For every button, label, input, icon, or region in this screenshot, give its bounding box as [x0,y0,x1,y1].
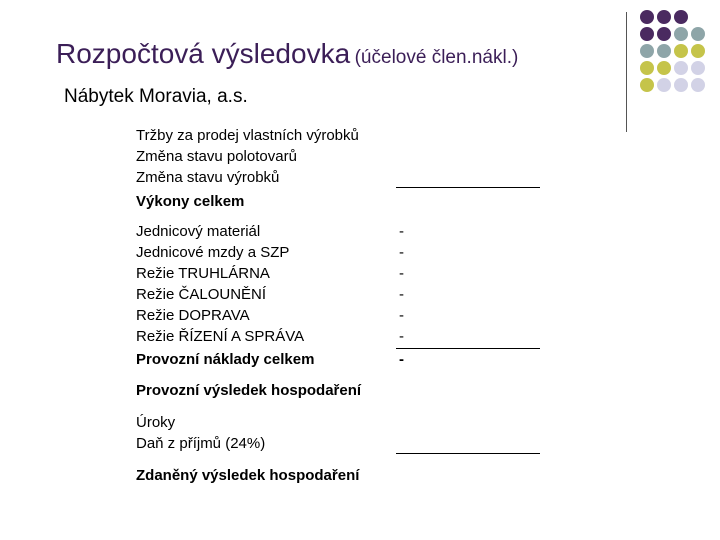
row-label: Jednicový materiál [136,223,261,240]
row-label: Výkony celkem [136,193,245,210]
row-label: Režie DOPRAVA [136,307,250,324]
row-label: Změna stavu výrobků [136,169,280,186]
row-minus-sign: - [399,265,404,282]
row-minus-sign: - [399,351,404,368]
row-label: Režie ČALOUNĚNÍ [136,286,267,303]
decorative-dot [691,78,705,92]
row-label: Změna stavu polotovarů [136,148,297,165]
company-name: Nábytek Moravia, a.s. [64,86,248,107]
title-sub: (účelové člen.nákl.) [354,47,519,68]
decorative-dot [657,10,671,24]
row-label: Provozní výsledek hospodaření [136,382,362,399]
row-label: Zdaněný výsledek hospodaření [136,467,360,484]
decorative-dot [640,44,654,58]
row-minus-sign: - [399,286,404,303]
decorative-dot [691,61,705,75]
decorative-dot [674,27,688,41]
decorative-dot [674,10,688,24]
decorative-dot [691,27,705,41]
decorative-dot [657,78,671,92]
row-label: Režie TRUHLÁRNA [136,265,270,282]
decorative-dot [640,61,654,75]
decorative-dot [674,78,688,92]
decorative-dot [691,44,705,58]
row-minus-sign: - [399,307,404,324]
decorative-dot [657,61,671,75]
row-label: Režie ŘÍZENÍ A SPRÁVA [136,328,305,345]
decorative-dot [674,61,688,75]
decorative-dot [657,44,671,58]
row-label: Daň z příjmů (24%) [136,435,266,452]
decorative-dot [640,10,654,24]
row-label: Provozní náklady celkem [136,351,315,368]
row-minus-sign: - [399,223,404,240]
sum-line [396,348,540,349]
decorative-dot [657,27,671,41]
row-minus-sign: - [399,328,404,345]
title-main: Rozpočtová výsledovka [56,38,351,69]
row-label: Tržby za prodej vlastních výrobků [136,127,359,144]
sum-line [396,187,540,188]
slide-title [56,38,518,70]
decorative-dot [640,27,654,41]
sum-line [396,453,540,454]
row-minus-sign: - [399,244,404,261]
decorative-dot [674,44,688,58]
row-label: Jednicové mzdy a SZP [136,244,290,261]
decorative-divider [626,12,627,132]
row-label: Úroky [136,414,176,431]
decorative-dot [640,78,654,92]
